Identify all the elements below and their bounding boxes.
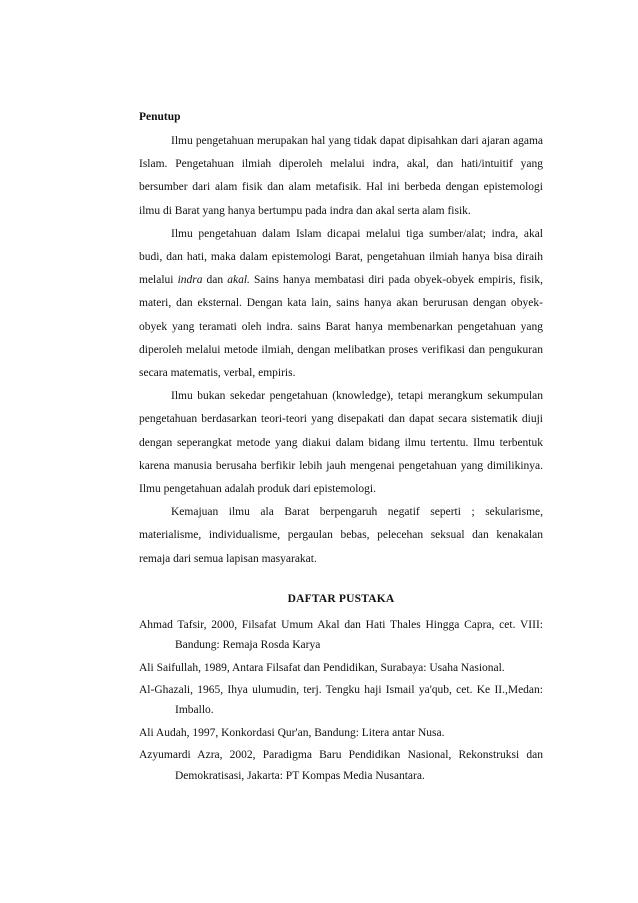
paragraph-text: Kemajuan ilmu ala Barat berpengaruh negatif seperti ; sekularisme, materialisme, individualisme, pergaulan bebas, pelecehan seksual dan kenakalan remaja dari semua lapisan masyarakat. [139, 506, 543, 565]
paragraph-text: Sains hanya membatasi diri pada obyek-obyek empiris, fisik, materi, dan eksternal. Dengan kata lain, sains hanya akan berurusan dengan obyek-obyek yang teramati oleh indra. sains Barat hanya membenarkan pengetahuan yang diperoleh melalui metode ilmiah, dengan melibatkan proses verifikasi dan pengukuran secara matematis, verbal, empiris. [139, 274, 543, 380]
reference-item: Ali Audah, 1997, Konkordasi Qur'an, Bandung: Litera antar Nusa. [139, 726, 445, 739]
paragraph-text: Ilmu pengetahuan merupakan hal yang tidak dapat dipisahkan dari ajaran agama Islam. Pengetahuan ilmiah diperoleh melalui indra, akal, dan hati/intuitif yang bersumber dari alam fisik dan alam metafisik. Hal ini berbeda dengan epistemologi ilmu di Barat yang hanya bertumpu pada indra dan akal serta alam fisik. [139, 135, 543, 217]
document-page [139, 110, 543, 788]
closing-paragraphs [139, 130, 543, 571]
paragraph-text: dan [202, 274, 228, 287]
closing-paragraph [139, 130, 543, 223]
references-title: DAFTAR PUSTAKA [287, 592, 395, 605]
closing-paragraph [139, 385, 543, 501]
paragraph-text: Ilmu pengetahuan dalam Islam dicapai melalui tiga sumber/alat; indra, akal budi, dan hati, maka dalam epistemologi Barat, pengetahuan ilmiah hanya bisa diraih melalui [139, 227, 543, 287]
reference-list [139, 615, 543, 786]
reference-item: Ahmad Tafsir, 2000, Filsafat Umum Akal dan Hati Thales Hingga Capra, cet. VIII: Bandung: Remaja Rosda Karya [139, 618, 543, 652]
closing-heading: Penutup [139, 111, 181, 123]
closing-paragraph [139, 223, 543, 385]
reference-item: Al-Ghazali, 1965, Ihya ulumudin, terj. Tengku haji Ismail ya'qub, cet. Ke II.,Medan: Imballo. [139, 684, 543, 717]
reference-item: Ali Saifullah, 1989, Antara Filsafat dan Pendidikan, Surabaya: Usaha Nasional. [139, 661, 505, 674]
reference-item: Azyumardi Azra, 2002, Paradigma Baru Pendidikan Nasional, Rekonstruksi dan Demokratisasi, Jakarta: PT Kompas Media Nusantara. [139, 749, 543, 782]
italic-term: akal. [227, 274, 250, 287]
italic-term: indra [177, 274, 203, 287]
closing-paragraph [139, 501, 543, 571]
paragraph-text: Ilmu bukan sekedar pengetahuan (knowledge), tetapi merangkum sekumpulan pengetahuan berdasarkan teori-teori yang disepakati dan dapat secara sistematik diuji dengan seperangkat metode yang diakui dalam bidang ilmu tertentu. Ilmu terbentuk karena manusia berusaha berfikir lebih jauh mengenai pengetahuan yang dimilikinya. Ilmu pengetahuan adalah produk dari epistemologi. [139, 390, 543, 496]
